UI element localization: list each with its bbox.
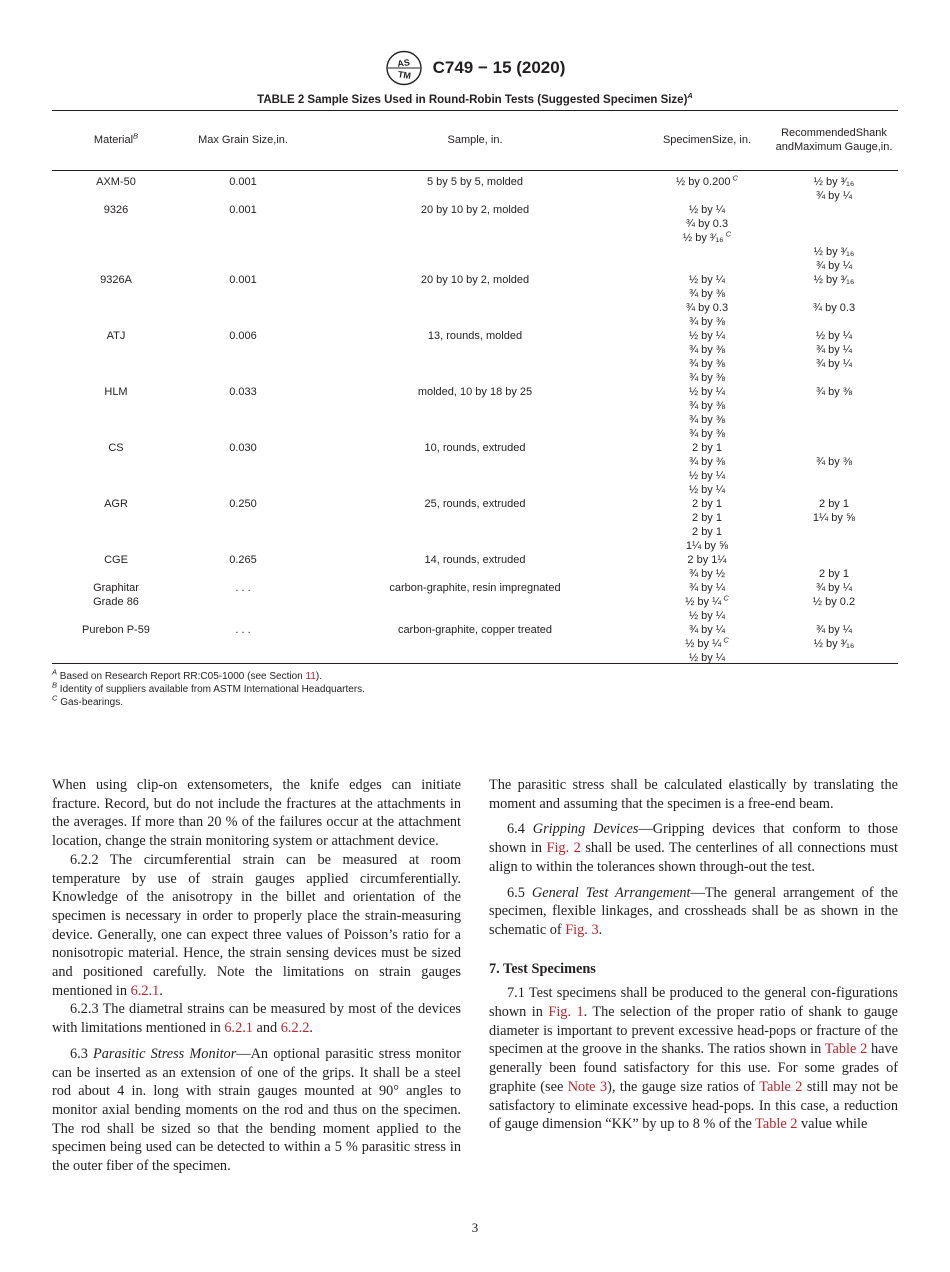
specimen-size-cell: 2 by 1¼ ¾ by ½ xyxy=(687,554,727,580)
specimen-size-cell: 2 by 1 ¾ by ⅜ ½ by ¼ ½ by ¼ xyxy=(688,442,726,496)
material-cell: ATJ xyxy=(106,330,126,342)
grain-size-cell: 0.001 xyxy=(229,176,257,188)
ref-fig-2[interactable]: Fig. 2 xyxy=(546,840,581,857)
ref-table-2[interactable]: Table 2 xyxy=(759,1078,803,1095)
header-sample: Sample, in. xyxy=(447,133,503,146)
section-heading: 7. Test Specimens xyxy=(489,960,596,977)
sample-cell: 14, rounds, extruded xyxy=(424,554,526,566)
ref-6-2-1[interactable]: 6.2.1 xyxy=(130,982,160,999)
ref-fig-3[interactable]: Fig. 3 xyxy=(565,921,599,938)
sample-cell: molded, 10 by 18 by 25 xyxy=(417,386,533,398)
ref-6-2-2[interactable]: 6.2.2 xyxy=(280,1020,310,1037)
recommended-cell: ½ by ³⁄₁₆ ¾ by ¼ xyxy=(813,176,855,202)
specimen-size-cell: ½ by ¼ ¾ by ⅜ ¾ by ⅜ ¾ by ⅜ xyxy=(688,386,726,440)
header-grain-size: Max Grain Size,in. xyxy=(198,133,288,146)
recommended-cell: ½ by ¼ ¾ by ¼ ¾ by ¼ xyxy=(815,330,853,370)
material-cell: AGR xyxy=(104,498,128,510)
sample-cell: 20 by 10 by 2, molded xyxy=(420,274,530,286)
page-number: 3 xyxy=(471,1220,479,1235)
recommended-cell: ½ by ³⁄₁₆ ¾ by ¼ xyxy=(813,246,855,272)
paragraph-parasitic-stress: The parasitic stress shall be calculated elastically by translating the moment and assuming that the specimen is a free-end beam. xyxy=(489,777,898,812)
grain-size-cell: 0.265 xyxy=(229,554,257,566)
standard-designation: C749 − 15 (2020) xyxy=(432,58,566,77)
ref-table-2[interactable]: Table 2 xyxy=(755,1116,798,1133)
specimen-size-cell: ½ by ¼ ¾ by ⅜ ¾ by ⅜ ¾ by ⅜ xyxy=(688,330,726,384)
right-column xyxy=(489,776,898,1134)
table-title: TABLE 2 Sample Sizes Used in Round-Robin Tests (Suggested Specimen Size)$^A$ xyxy=(257,91,693,106)
sample-cell: 5 by 5 by 5, molded xyxy=(426,176,523,188)
footnote-a: $^A$ Based on Research Report RR:C05-1000 (see Section 11). xyxy=(52,667,322,682)
specimen-size-cell: ½ by ¼ ¾ by ⅜ ¾ by 0.3 ¾ by ⅜ xyxy=(685,274,729,328)
sample-cell: carbon-graphite, copper treated xyxy=(397,624,553,636)
footnote-b: $^B$ Identity of suppliers available from ASTM International Headquarters. xyxy=(52,680,365,695)
paragraph-6-3: 6.3 Parasitic Stress Monitor—An optional parasitic stress monitor can be inserted as an extension of one of the grips. It shall be a steel rod about 4 in. long with strain gauges mounted at 90° angles to monitor axial bending moments on the rod and thus on the specimen. The rod shall be sized so that the bending moment applied to the specimen being used can be detected to within a 5 % parasitic stress in the outer fiber of the specimen. xyxy=(52,1045,461,1175)
sample-cell: 20 by 10 by 2, molded xyxy=(420,204,530,216)
recommended-cell: ¾ by ¼ ½ by ³⁄₁₆ xyxy=(813,624,855,650)
recommended-cell: ½ by ³⁄₁₆ ¾ by 0.3 xyxy=(812,274,856,314)
sample-sizes-table xyxy=(52,110,898,664)
material-cell: 9326A xyxy=(100,274,132,286)
sample-cell: 25, rounds, extruded xyxy=(424,498,526,510)
grain-size-cell: 0.001 xyxy=(229,274,257,286)
recommended-cell: 2 by 1 xyxy=(819,568,849,580)
material-cell: HLM xyxy=(104,386,128,398)
table-body xyxy=(52,171,898,663)
grain-size-cell: 0.250 xyxy=(229,498,257,510)
ref-note-3[interactable]: Note 3 xyxy=(567,1078,608,1095)
table-header-row xyxy=(52,111,898,170)
sample-cell: 13, rounds, molded xyxy=(427,330,523,342)
specimen-size-cell: ½ by ¼ ¾ by 0.3 ½ by ³⁄₁₆ $^C$ xyxy=(682,204,732,244)
header-recommended: RecommendedShank andMaximum Gauge,in. xyxy=(775,127,893,153)
svg-text:AS: AS xyxy=(396,57,411,69)
material-cell: 9326 xyxy=(103,204,129,216)
document-header xyxy=(0,50,950,86)
material-cell: Graphitar Grade 86 xyxy=(93,582,139,608)
specimen-size-cell: ¾ by ¼ ½ by ¼ $^C$ ½ by ¼ xyxy=(685,582,729,622)
specimen-size-cell: ¾ by ¼ ½ by ¼ $^C$ ½ by ¼ xyxy=(685,624,729,664)
grain-size-cell: 0.006 xyxy=(229,330,257,342)
specimen-size-cell: 2 by 1 2 by 1 2 by 1 1¼ by ⅝ xyxy=(685,498,729,552)
paragraph-6-2-2: 6.2.2 The circumferential strain can be measured at room temperature by use of strain gauges applied circumferentially. Knowledge of the anisotropy in the billet and orientation of the specimen is necessary in order to properly place the strain-measuring device. Generally, one can expect three values of Poisson’s ratio for a nonisotropic material. Hence, the strain sensing devices must be sized and positioned carefully. Note the limitations on strain gauges mentioned in 6.2.1. xyxy=(52,851,461,999)
header-specimen-size: SpecimenSize, in. xyxy=(662,133,752,146)
grain-size-cell: . . . xyxy=(235,582,251,594)
paragraph-6-4: 6.4 Gripping Devices—Gripping devices that conform to those shown in Fig. 2 shall be used. The centerlines of all connections must align to within the tolerances shown through-out the test. xyxy=(489,821,898,875)
recommended-cell: ¾ by ⅜ xyxy=(815,386,853,398)
svg-text:TM: TM xyxy=(396,69,412,81)
grain-size-cell: 0.001 xyxy=(229,204,257,216)
ref-fig-1[interactable]: Fig. 1 xyxy=(548,1004,584,1021)
material-cell: AXM-50 xyxy=(96,176,136,188)
grain-size-cell: 0.033 xyxy=(229,386,257,398)
material-cell: CS xyxy=(108,442,124,454)
grain-size-cell: 0.030 xyxy=(229,442,257,454)
material-cell: CGE xyxy=(104,554,128,566)
sample-cell: 10, rounds, extruded xyxy=(424,442,526,454)
paragraph-6-5: 6.5 General Test Arrangement—The general arrangement of the specimen, flexible linkages, and crossheads shall be as shown in the schematic of Fig. 3. xyxy=(489,884,899,938)
section-11-link[interactable]: 11 xyxy=(305,671,316,682)
ref-6-2-1[interactable]: 6.2.1 xyxy=(224,1020,253,1037)
sample-cell: carbon-graphite, resin impregnated xyxy=(389,582,561,594)
specimen-size-cell: ½ by 0.200 $^C$ xyxy=(676,173,738,188)
recommended-cell: 2 by 1 1¼ by ⅝ xyxy=(812,498,856,524)
paragraph-extensometers: When using clip-on extensometers, the knife edges can initiate fracture. Record, but do not include the fractures at the attachments in the averages. If more than 20 % of the failures occur at the attachment location, change the strain monitoring system or attachment device. xyxy=(52,777,461,850)
table-footnotes xyxy=(52,667,365,709)
recommended-cell: ¾ by ⅜ xyxy=(815,456,853,468)
recommended-cell: ¾ by ¼ ½ by 0.2 xyxy=(812,582,856,608)
header-material: Material$^B$ xyxy=(93,131,139,146)
paragraph-6-2-3: 6.2.3 The diametral strains can be measured by most of the devices with limitations mentioned in 6.2.1 and 6.2.2. xyxy=(52,1001,461,1037)
material-cell: Purebon P-59 xyxy=(82,624,150,636)
table-bottom-rule xyxy=(52,663,898,664)
astm-logo-icon xyxy=(385,50,423,86)
paragraph-7-1: 7.1 Test specimens shall be produced to the general con-figurations shown in Fig. 1. The selection of the proper ratio of shank to gauge diameter is important to prevent excessive head-pops or fracture of the specimen at the groove in the shanks. The ratios shown in Table 2 have generally been found satisfactory for this use. For some grades of graphite (see Note 3), the gauge size ratios of Table 2 still may not be satisfactory to eliminate excessive head-pops. In this case, a reduction of gauge dimension “KK” by up to 8 % of the Table 2 value while xyxy=(489,985,898,1133)
ref-table-2[interactable]: Table 2 xyxy=(824,1041,868,1058)
grain-size-cell: . . . xyxy=(235,624,251,636)
left-column xyxy=(52,776,461,1176)
footnote-c: $^C$ Gas-bearings. xyxy=(52,693,124,708)
